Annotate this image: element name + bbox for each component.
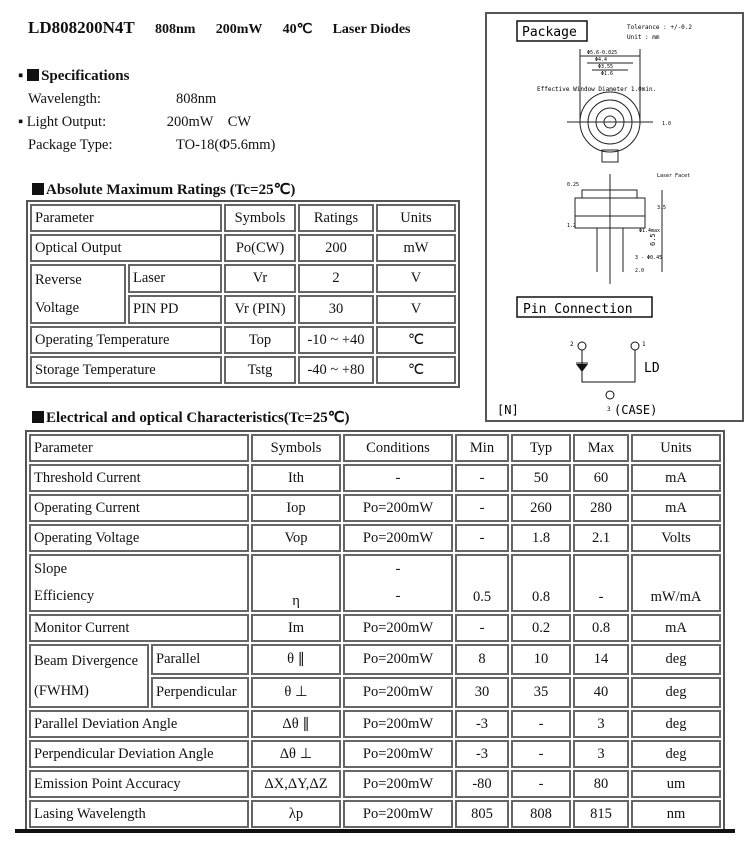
cell: mW [376,234,456,262]
dim: 1.2 [567,223,577,229]
abs-max-title: Absolute Maximum Ratings (Tc=25℃) [46,182,296,198]
cell: 3 [573,740,629,768]
window-label: Effective Window Diameter 1.0min. [537,86,657,93]
cell: deg [631,740,721,768]
spec-package [28,137,275,154]
cell: 0.2 [511,614,571,642]
cell: deg [631,677,721,708]
cell: 815 [573,800,629,828]
cell: deg [631,710,721,738]
cell: V [376,295,456,324]
cell: Ith [251,464,341,492]
cell: -3 [455,710,509,738]
cell: Tstg [224,356,296,384]
cell: um [631,770,721,798]
cell: 280 [573,494,629,522]
label: - [395,561,401,577]
label: Voltage [35,300,80,316]
cell: Po=200mW [343,524,453,552]
pin-connection-title: Pin Connection [523,302,633,317]
spec-value: TO-18(Φ5.6mm) [176,137,276,153]
title-power: 200mW [215,22,263,37]
table-row [30,264,456,293]
dim: 0.25 [567,182,580,188]
spec-wavelength [28,91,216,108]
cell: Threshold Current [29,464,249,492]
dim: 1.0 [662,121,672,127]
cell: Perpendicular [151,677,249,708]
cell: Typ [511,434,571,462]
dim: Φ1.4max [639,228,661,234]
cell: θ ⊥ [251,677,341,708]
dim: 2.0 [635,268,645,274]
cell: Optical Output [30,234,222,262]
pin-label: 1 [642,341,646,348]
cell: Laser [128,264,222,293]
dim-lead-length: 6.5 [649,233,657,246]
dim: Φ1.6 [601,71,614,77]
cell: Po=200mW [343,740,453,768]
cell: Po=200mW [343,644,453,675]
spec-key: Package Type: [28,137,113,153]
cell: Δθ ∥ [251,710,341,738]
title-temp: 40℃ [282,22,313,37]
package-drawing [485,12,744,422]
cell: 260 [511,494,571,522]
cell: Po=200mW [343,614,453,642]
cell: 0.8 [511,554,571,612]
table-row [30,326,456,354]
label: Efficiency [34,588,95,604]
table-row [30,234,456,262]
dim: Φ4.4 [595,57,608,63]
unit: Unit : mm [627,34,660,41]
cell [30,264,126,324]
table-row [30,204,456,232]
cell: -40 ~ +80 [298,356,374,384]
label: (FWHM) [34,683,89,699]
cell: mA [631,614,721,642]
cell: Parallel [151,644,249,675]
cell: Po=200mW [343,800,453,828]
pin-schematic [497,341,660,417]
cell [29,644,149,708]
cell: Symbols [251,434,341,462]
cell: ℃ [376,356,456,384]
cell: 808 [511,800,571,828]
tolerance: Tolerance : +/-0.2 [627,24,693,31]
cell: 30 [298,295,374,324]
cell: 0.8 [573,614,629,642]
cell: ℃ [376,326,456,354]
model-number: LD808200N4T [28,18,135,37]
cell: -10 ~ +40 [298,326,374,354]
cell: - [573,554,629,612]
table-row [29,494,721,522]
abs-max-table [26,200,460,388]
spec-value: 808nm [176,91,217,107]
table-row [29,800,721,828]
cell: Lasing Wavelength [29,800,249,828]
cell: Δθ ⊥ [251,740,341,768]
ld-label: LD [644,361,660,376]
cell: -80 [455,770,509,798]
title-wavelength: 808nm [154,22,196,37]
cell [29,554,249,612]
specs-heading: ▪ Specifications [18,68,130,84]
label: Reverse [35,272,82,288]
table-row [30,356,456,384]
cell: Parallel Deviation Angle [29,710,249,738]
cell: Conditions [343,434,453,462]
cell: - [455,494,509,522]
package-title: Package [522,25,577,40]
elec-table [25,430,725,832]
cell: - [511,740,571,768]
cell: Operating Voltage [29,524,249,552]
cell: Emission Point Accuracy [29,770,249,798]
cell: - [343,464,453,492]
pin-label: 2 [570,341,574,348]
dim: Laser Facet [657,173,691,179]
cell: PIN PD [128,295,222,324]
elec-heading [32,408,350,427]
cell: - [455,464,509,492]
spec-key: Wavelength: [28,91,101,107]
cell [343,554,453,612]
page-title [28,18,427,38]
cell: Units [631,434,721,462]
table-row [29,740,721,768]
bullet-square-icon [27,69,39,81]
cell: 14 [573,644,629,675]
divider [15,829,735,833]
cell: Storage Temperature [30,356,222,384]
cell: Vr [224,264,296,293]
cell: deg [631,644,721,675]
n-label: [N] [497,403,519,417]
spec-key: Light Output: [26,114,107,130]
bullet-square-icon [32,183,44,195]
cell: - [511,710,571,738]
elec-title: Electrical and optical Characteristics(Tc=25℃) [46,410,350,426]
cell: Parameter [29,434,249,462]
cell: Vr (PIN) [224,295,296,324]
pin-label: 3 [607,406,611,413]
cell: 1.8 [511,524,571,552]
table-row [29,614,721,642]
cell: Monitor Current [29,614,249,642]
cell: Operating Current [29,494,249,522]
table-row [29,554,721,612]
dim: 3 - Φ0.45 [635,255,663,261]
cell: ΔX,ΔY,ΔZ [251,770,341,798]
cell: - [511,770,571,798]
cell: mW/mA [631,554,721,612]
spec-value: 200mW CW [166,114,252,130]
spec-light-output: ▪ Light Output: 200mW CW [18,114,252,130]
cell: 3 [573,710,629,738]
table-row [29,644,721,675]
cell: θ ∥ [251,644,341,675]
cell: nm [631,800,721,828]
cell: Perpendicular Deviation Angle [29,740,249,768]
cell: mA [631,464,721,492]
dim: Φ5.6-0.025 [587,50,618,56]
cell: 805 [455,800,509,828]
label: - [395,588,401,604]
header-cell: Symbols [224,204,296,232]
table-row [29,464,721,492]
header-cell: Parameter [30,204,222,232]
cell: Min [455,434,509,462]
cell: Operating Temperature [30,326,222,354]
package-diagram [487,14,742,420]
table-row [29,524,721,552]
cell: mA [631,494,721,522]
label: Slope [34,561,68,577]
cell: 40 [573,677,629,708]
cell: Iop [251,494,341,522]
cell: 200 [298,234,374,262]
specs-title: Specifications [41,68,130,84]
case-label: (CASE) [614,403,658,417]
label: Beam Divergence [34,653,139,669]
table-row [29,710,721,738]
dim: Φ3.55 [598,64,614,70]
cell: 2 [298,264,374,293]
dim: 3.5 [657,205,667,211]
table-row [29,434,721,462]
cell: 2.1 [573,524,629,552]
cell: Max [573,434,629,462]
cell: 8 [455,644,509,675]
cell: Po=200mW [343,770,453,798]
bullet-square-icon [32,411,44,423]
abs-max-heading [32,180,295,199]
cell: 10 [511,644,571,675]
cell: - [455,614,509,642]
cell: -3 [455,740,509,768]
cell: η [251,554,341,612]
cell: - [455,524,509,552]
cell: 60 [573,464,629,492]
cell: Po(CW) [224,234,296,262]
table-row [29,770,721,798]
cell: Volts [631,524,721,552]
title-type: Laser Diodes [332,22,411,37]
cell: 35 [511,677,571,708]
header-cell: Ratings [298,204,374,232]
cell: Po=200mW [343,710,453,738]
cell: Vop [251,524,341,552]
cell: 30 [455,677,509,708]
cell: V [376,264,456,293]
cell: 80 [573,770,629,798]
cell: Im [251,614,341,642]
cell: 0.5 [455,554,509,612]
header-cell: Units [376,204,456,232]
cell: Po=200mW [343,677,453,708]
cell: Top [224,326,296,354]
cell: λp [251,800,341,828]
cell: 50 [511,464,571,492]
cell: Po=200mW [343,494,453,522]
